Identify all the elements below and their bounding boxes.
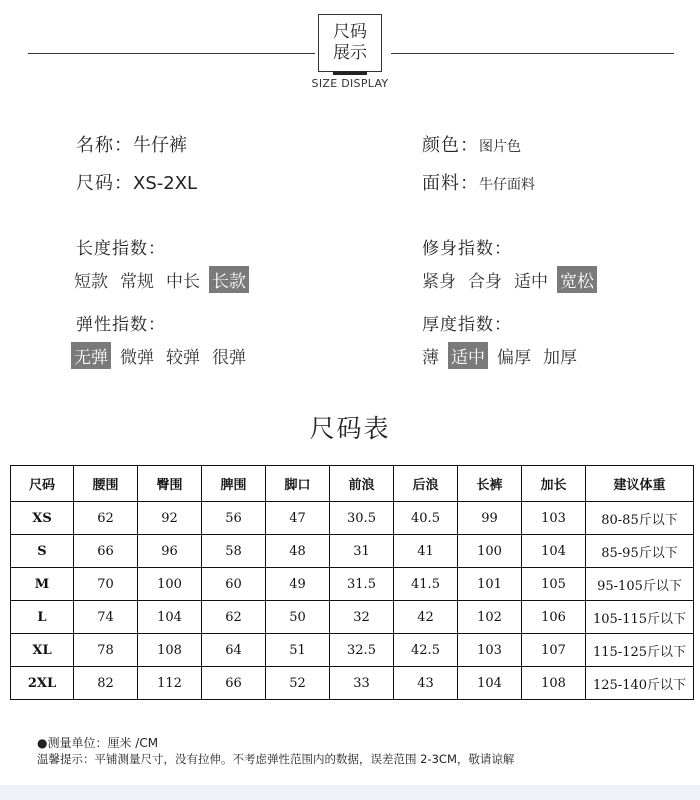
- thickness-index-options: [419, 342, 580, 369]
- header-title-line2: 展示: [333, 43, 367, 63]
- measurement-unit-note: ●测量单位：厘米 /CM: [37, 736, 159, 750]
- length-option-long: 长款: [209, 266, 249, 293]
- col-header-hip: 臀围: [138, 466, 202, 502]
- col-header-length: 长裤: [458, 466, 522, 502]
- table-cell: 30.5: [330, 502, 394, 535]
- table-cell: 104: [138, 601, 202, 634]
- table-row: [11, 568, 694, 601]
- table-cell: 100: [138, 568, 202, 601]
- table-cell: 60: [202, 568, 266, 601]
- size-table-header-row: [11, 466, 694, 502]
- header-title-line1: 尺码: [333, 22, 367, 42]
- elastic-option-slight: 微弹: [120, 348, 154, 368]
- table-cell: S: [11, 535, 74, 568]
- table-cell: 32: [330, 601, 394, 634]
- table-row: [11, 634, 694, 667]
- size-table-title: 尺码表: [309, 414, 391, 443]
- table-cell: 52: [266, 667, 330, 700]
- thickness-option-moderate: 适中: [448, 342, 488, 369]
- header-divider-left: [28, 53, 315, 54]
- product-color-label: 颜色：: [422, 135, 479, 156]
- product-fabric-label: 面料：: [422, 173, 479, 194]
- table-row: [11, 502, 694, 535]
- table-cell: 42: [394, 601, 458, 634]
- table-cell: 100: [458, 535, 522, 568]
- table-cell: 99: [458, 502, 522, 535]
- measurement-tip-note: 温馨提示：平铺测量尺寸，没有拉伸。不考虑弹性范围内的数据，误差范围 2-3CM，敬请谅解: [37, 752, 515, 766]
- product-fabric-value: 牛仔面料: [479, 177, 535, 193]
- product-size-label: 尺码：: [76, 173, 133, 194]
- col-header-back-rise: 后浪: [394, 466, 458, 502]
- elastic-option-fair: 较弹: [166, 348, 200, 368]
- fit-option-fitted: 合身: [468, 272, 502, 292]
- table-cell: 104: [522, 535, 586, 568]
- table-cell: 66: [74, 535, 138, 568]
- table-cell: 64: [202, 634, 266, 667]
- length-option-regular: 常规: [120, 272, 154, 292]
- table-cell: 66: [202, 667, 266, 700]
- product-name-label: 名称：: [76, 135, 133, 156]
- product-name-value: 牛仔裤: [133, 135, 187, 156]
- table-row: [11, 667, 694, 700]
- table-cell: 106: [522, 601, 586, 634]
- table-cell: 96: [138, 535, 202, 568]
- table-cell: M: [11, 568, 74, 601]
- table-cell: 70: [74, 568, 138, 601]
- table-row: [11, 601, 694, 634]
- elastic-option-high: 很弹: [212, 348, 246, 368]
- product-size-value: XS-2XL: [133, 173, 198, 194]
- table-cell: 33: [330, 667, 394, 700]
- header-accent-bar: [333, 71, 367, 75]
- fit-option-tight: 紧身: [422, 272, 456, 292]
- elastic-index-options: [71, 342, 249, 369]
- table-cell: 2XL: [11, 667, 74, 700]
- fit-option-loose: 宽松: [557, 266, 597, 293]
- length-index-options: [71, 266, 249, 293]
- length-index-title: 长度指数：: [76, 239, 166, 259]
- thickness-option-thickish: 偏厚: [497, 348, 531, 368]
- table-cell: 108: [138, 634, 202, 667]
- table-cell: 43: [394, 667, 458, 700]
- product-size: [76, 169, 197, 195]
- footer-band: [0, 785, 700, 800]
- table-cell: 92: [138, 502, 202, 535]
- table-cell: 56: [202, 502, 266, 535]
- table-cell: 41.5: [394, 568, 458, 601]
- table-cell: 108: [522, 667, 586, 700]
- header-subtitle: SIZE DISPLAY: [311, 77, 389, 90]
- table-cell: 102: [458, 601, 522, 634]
- col-header-waist: 腰围: [74, 466, 138, 502]
- table-cell: 50: [266, 601, 330, 634]
- table-cell: 31.5: [330, 568, 394, 601]
- table-cell: 49: [266, 568, 330, 601]
- header-title-box: [318, 14, 382, 72]
- table-cell: XL: [11, 634, 74, 667]
- table-cell: 112: [138, 667, 202, 700]
- col-header-extended-length: 加长: [522, 466, 586, 502]
- table-cell: 107: [522, 634, 586, 667]
- table-cell: 82: [74, 667, 138, 700]
- table-cell: 115-125斤以下: [586, 634, 694, 667]
- length-option-medium: 中长: [166, 272, 200, 292]
- thickness-index-title: 厚度指数：: [422, 315, 512, 335]
- product-color-value: 图片色: [479, 139, 521, 155]
- table-cell: 78: [74, 634, 138, 667]
- table-cell: 74: [74, 601, 138, 634]
- thickness-option-thick: 加厚: [543, 348, 577, 368]
- thickness-option-thin: 薄: [422, 348, 439, 368]
- size-table: [10, 465, 694, 700]
- col-header-size: 尺码: [11, 466, 74, 502]
- product-fabric: [422, 169, 535, 195]
- table-cell: 42.5: [394, 634, 458, 667]
- table-cell: 62: [74, 502, 138, 535]
- table-cell: 58: [202, 535, 266, 568]
- table-cell: 48: [266, 535, 330, 568]
- fit-index-title: 修身指数：: [422, 239, 512, 259]
- table-cell: 101: [458, 568, 522, 601]
- elastic-option-none: 无弹: [71, 342, 111, 369]
- header-divider-right: [391, 53, 674, 54]
- table-cell: 95-105斤以下: [586, 568, 694, 601]
- table-cell: 40.5: [394, 502, 458, 535]
- table-cell: 103: [458, 634, 522, 667]
- table-cell: 32.5: [330, 634, 394, 667]
- product-name: [76, 131, 187, 157]
- table-cell: 125-140斤以下: [586, 667, 694, 700]
- table-cell: L: [11, 601, 74, 634]
- elastic-index-title: 弹性指数：: [76, 315, 166, 335]
- table-cell: 41: [394, 535, 458, 568]
- table-cell: 105: [522, 568, 586, 601]
- table-row: [11, 535, 694, 568]
- col-header-front-rise: 前浪: [330, 466, 394, 502]
- table-cell: 62: [202, 601, 266, 634]
- table-cell: 104: [458, 667, 522, 700]
- fit-option-moderate: 适中: [514, 272, 548, 292]
- table-cell: 103: [522, 502, 586, 535]
- product-color: [422, 131, 521, 157]
- table-cell: 47: [266, 502, 330, 535]
- fit-index-options: [419, 266, 597, 293]
- table-cell: 51: [266, 634, 330, 667]
- col-header-leg-opening: 脚口: [266, 466, 330, 502]
- col-header-weight: 建议体重: [586, 466, 694, 502]
- length-option-short: 短款: [74, 272, 108, 292]
- table-cell: 85-95斤以下: [586, 535, 694, 568]
- table-cell: XS: [11, 502, 74, 535]
- table-cell: 80-85斤以下: [586, 502, 694, 535]
- table-cell: 105-115斤以下: [586, 601, 694, 634]
- table-cell: 31: [330, 535, 394, 568]
- col-header-thigh: 脾围: [202, 466, 266, 502]
